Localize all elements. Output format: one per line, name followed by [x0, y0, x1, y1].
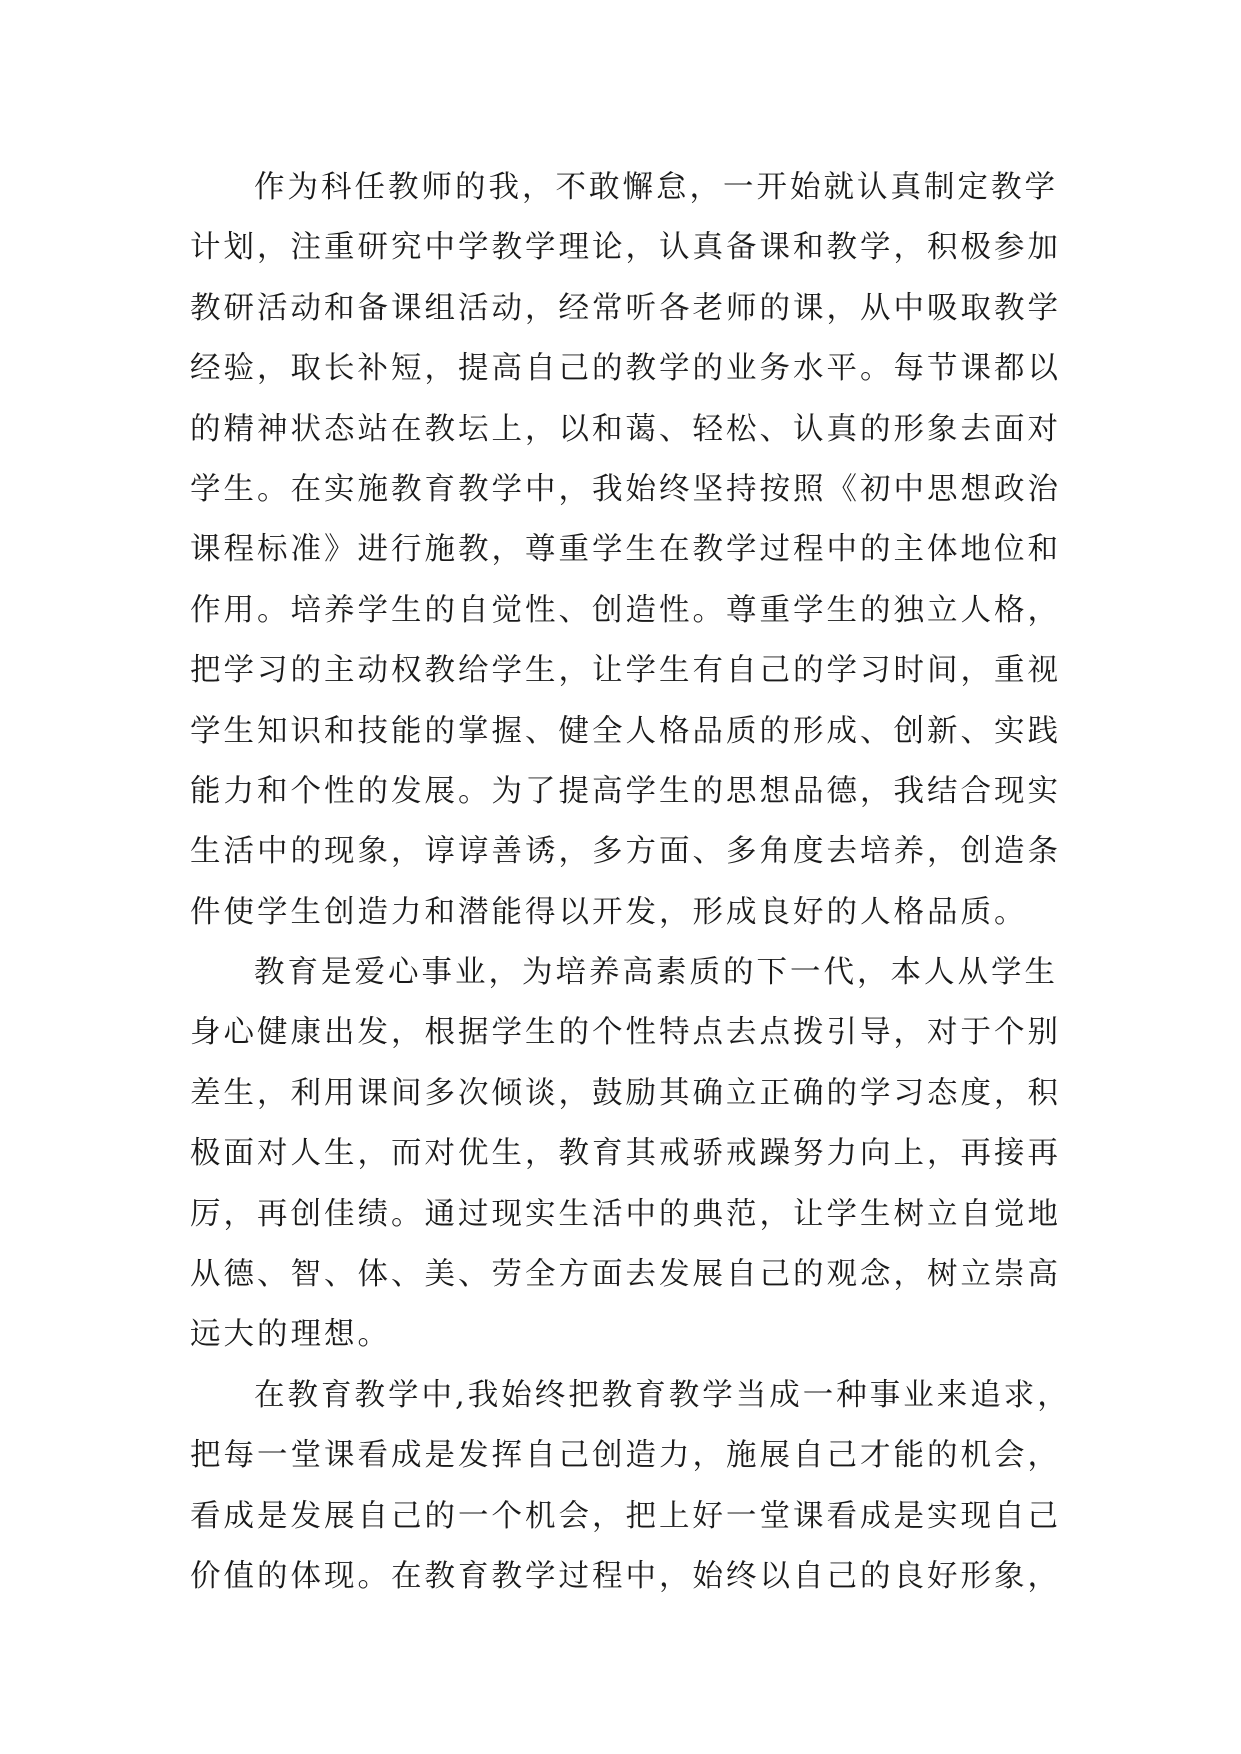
- text-line: 极面对人生，而对优生，教育其戒骄戒躁努力向上，再接再: [190, 1136, 1061, 1172]
- text-line: 厉，再创佳绩。通过现实生活中的典范，让学生树立自觉地: [190, 1196, 1061, 1232]
- text-line: 的精神状态站在教坛上，以和蔼、轻松、认真的形象去面对: [190, 411, 1061, 447]
- document-body: [190, 158, 1071, 1607]
- text-line: 价值的体现。在教育教学过程中，始终以自己的良好形象，: [190, 1558, 1061, 1594]
- text-line: 远大的理想。: [190, 1317, 391, 1353]
- paragraph-1: [190, 158, 1061, 943]
- text-line: 教育是爱心事业，为培养高素质的下一代，本人从学生: [254, 955, 1058, 991]
- text-line: 经验，取长补短，提高自己的教学的业务水平。每节课都以: [190, 351, 1061, 387]
- text-line: 件使学生创造力和潜能得以开发，形成良好的人格品质。: [190, 894, 1028, 930]
- paragraph-2: [190, 943, 1061, 1366]
- text-line: 课程标准》进行施教，尊重学生在教学过程中的主体地位和: [190, 532, 1061, 568]
- text-line: 差生，利用课间多次倾谈，鼓励其确立正确的学习态度，积: [190, 1075, 1061, 1111]
- text-line: 把每一堂课看成是发挥自己创造力，施展自己才能的机会，: [190, 1438, 1061, 1474]
- text-line: 身心健康出发，根据学生的个性特点去点拨引导，对于个别: [190, 1015, 1061, 1051]
- text-line: 作用。培养学生的自觉性、创造性。尊重学生的独立人格，: [190, 592, 1061, 628]
- text-line: 把学习的主动权教给学生，让学生有自己的学习时间，重视: [190, 653, 1061, 689]
- paragraph-3: [190, 1366, 1071, 1608]
- text-line: 计划，注重研究中学教学理论，认真备课和教学，积极参加: [190, 230, 1061, 266]
- text-line: 教研活动和备课组活动，经常听各老师的课，从中吸取教学: [190, 290, 1061, 326]
- text-line: 能力和个性的发展。为了提高学生的思想品德，我结合现实: [190, 773, 1061, 809]
- text-line: 作为科任教师的我，不敢懈怠，一开始就认真制定教学: [254, 170, 1058, 205]
- text-line: 在教育教学中,我始终把教育教学当成一种事业来追求，: [254, 1377, 1071, 1413]
- text-line: 学生。在实施教育教学中，我始终坚持按照《初中思想政治: [190, 471, 1061, 507]
- text-line: 生活中的现象，谆谆善诱，多方面、多角度去培养，创造条: [190, 834, 1061, 870]
- text-line: 看成是发展自己的一个机会，把上好一堂课看成是实现自己: [190, 1498, 1061, 1534]
- text-line: 从德、智、体、美、劳全方面去发展自己的观念，树立崇高: [190, 1257, 1061, 1293]
- text-line: 学生知识和技能的掌握、健全人格品质的形成、创新、实践: [190, 713, 1061, 749]
